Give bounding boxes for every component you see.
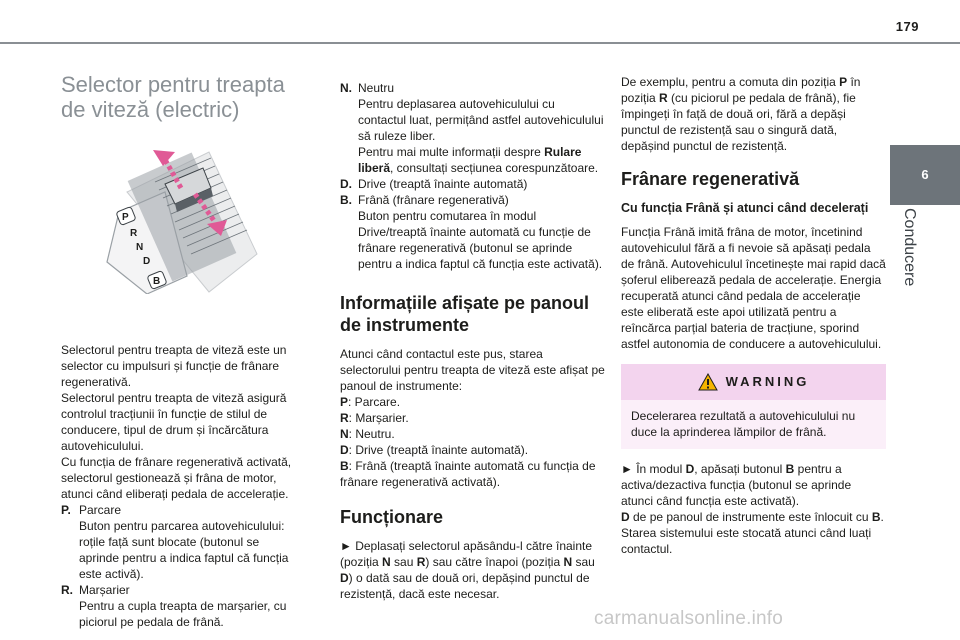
gear-selector-svg — [99, 144, 259, 294]
heading-regenerative-braking: Frânare regenerativă — [621, 169, 800, 189]
list-item: P: Parcare. — [340, 395, 401, 409]
instrument-intro: Atunci când contactul este pus, starea selectorului pentru treapta de viteză este afișat pe panoul de instrumente: — [340, 347, 605, 393]
warning-header — [621, 364, 886, 400]
regen-paragraph: Cu funcția de frânare regenerativă activată, selectorul gestionează și frâna de motor, atunci când eliberați pedala de accelerație. — [61, 455, 292, 501]
header-rule — [0, 42, 960, 44]
selector-letter-r: R — [130, 228, 138, 239]
list-item: R: Marșarier. — [340, 411, 409, 425]
intro-paragraph: Selectorul pentru treapta de viteză este un selector cu impulsuri și funcție de frânare regenerativă. — [61, 343, 287, 389]
definition-value-r: Marșarier Pentru a cupla treapta de marșarier, cu piciorul pe pedala de frână. — [79, 583, 287, 629]
warning-title: WARNING — [725, 374, 810, 389]
definition-key-p: P. — [61, 503, 71, 517]
chapter-label — [901, 208, 930, 300]
definition-d — [340, 176, 605, 192]
definition-key-d: D. — [340, 177, 352, 191]
subheading-brake-function: Cu funcția Frână și atunci când decelerați — [621, 201, 869, 215]
list-item: N: Neutru. — [340, 427, 395, 441]
definition-p — [61, 502, 301, 582]
heading-operation: Funcționare — [340, 507, 444, 527]
warning-body: Decelerarea rezultată a autovehiculului nu duce la aprinderea lămpilor de frână. — [621, 400, 886, 449]
gear-selector-illustration — [99, 144, 259, 294]
column-middle — [340, 80, 605, 602]
regen-explanation: Funcția Frână imită frâna de motor, încetinind autovehiculul fără a fi nevoie să apăsați pedala de frână. Autovehiculul încetinește mai rapid dacă șoferul eliberează pedala de accelerație. Energia recuperată atunci când pedala de accelerație este eliberată este apoi utilizată pentru a reîncărca parțial bateria de tracțiune, sporind astfel autonomia de conducere a autovehiculului. — [621, 225, 886, 351]
definition-b — [340, 192, 605, 272]
example-paragraph: De exemplu, pentru a comuta din poziția P în poziția R (cu piciorul pe pedala de frână), fie împingeți în față de două ori, fără a depăși punctul de rezistență sau o singură dată, depășind punctul de rezistență. — [621, 75, 861, 153]
instrument-status-list — [340, 394, 605, 490]
list-item: B: Frână (treaptă înainte automată cu funcția de frânare regenerativă activată). — [340, 459, 596, 489]
selector-letter-p: P — [122, 212, 129, 223]
definition-value-b: Frână (frânare regenerativă) Buton pentru comutarea în modul Drive/treaptă înainte automată cu funcție de frânare regenerativă (butonul se aprinde pentru a indica faptul că funcția este activată). — [358, 193, 603, 271]
warning-triangle-icon — [698, 373, 718, 391]
definition-value-p: Parcare Buton pentru parcarea autovehiculului: roțile față sunt blocate (butonul se aprinde pentru a indica faptul că funcția este activă). — [79, 503, 289, 581]
heading-instrument-panel: Informațiile afișate pe panoul de instrumente — [340, 293, 590, 335]
definition-key-r: R. — [61, 583, 73, 597]
list-item: D: Drive (treaptă înainte automată). — [340, 443, 529, 457]
selector-letter-b: B — [153, 276, 161, 287]
selector-letter-d: D — [143, 256, 151, 267]
definition-key-b: B. — [340, 193, 352, 207]
warning-box — [621, 364, 886, 449]
chapter-label-text: Conducere — [901, 208, 918, 287]
page-number: 179 — [895, 19, 919, 34]
traction-paragraph: Selectorul pentru treapta de viteză asigură controlul tracțiunii în funcție de stilul de conducere, tipul de drum și încărcătura autovehiculului. — [61, 391, 287, 453]
mode-paragraph: ► În modul D, apăsați butonul B pentru a activa/dezactiva funcția (butonul se aprinde atunci când funcția este activată). — [621, 462, 852, 508]
definition-r — [61, 582, 301, 630]
definition-value-n: Neutru Pentru deplasarea autovehiculului cu contactul luat, permițând astfel autovehiculului să ruleze liber. Pentru mai multe informații despre Rulare liberă, consultați secțiunea corespunzătoare. — [358, 81, 604, 175]
watermark: carmanualsonline.info — [594, 608, 784, 629]
display-paragraph: D de pe panoul de instrumente este înlocuit cu B. — [621, 510, 884, 524]
section-title: Selector pentru treapta de viteză (electric) — [61, 72, 285, 122]
definition-value-d: Drive (treaptă înainte automată) — [358, 177, 528, 191]
stored-state-paragraph: Starea sistemului este stocată atunci când luați contactul. — [621, 526, 872, 556]
definition-n — [340, 80, 605, 176]
chapter-tab[interactable]: 6 — [890, 145, 960, 205]
selector-letter-n: N — [136, 242, 144, 253]
free-rolling-link: Rulare liberă — [358, 145, 582, 175]
operation-paragraph: ► Deplasați selectorul apăsându-l către înainte (poziția N sau R) sau către înapoi (poziția N sau D) o dată sau de două ori, depășind punctul de rezistență, dacă este necesar. — [340, 539, 595, 601]
column-right — [621, 74, 886, 557]
column-left — [61, 72, 301, 630]
definition-key-n: N. — [340, 81, 352, 95]
